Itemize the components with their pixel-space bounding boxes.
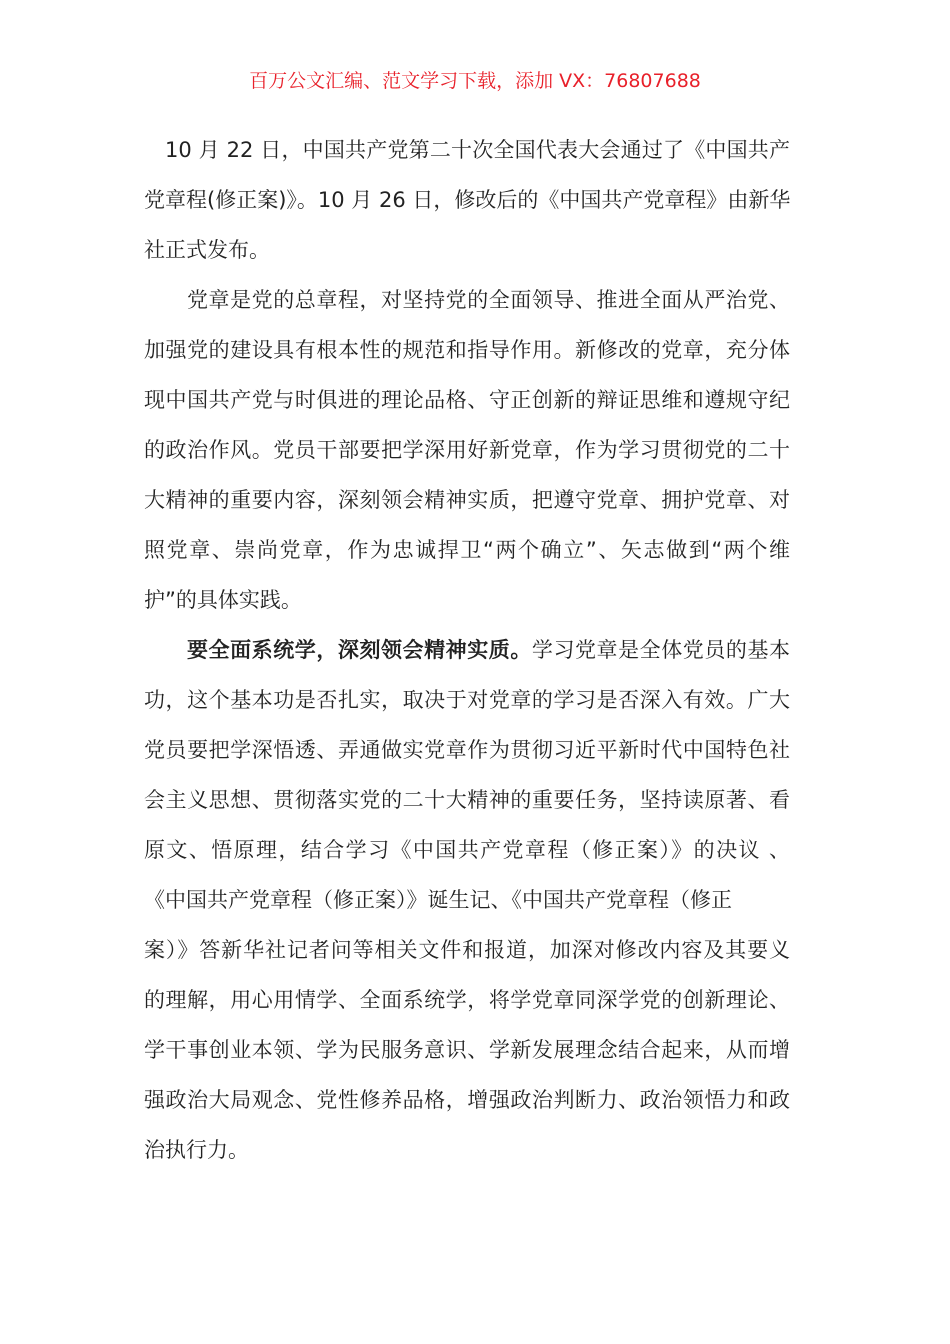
text-line: 护”的具体实践。 (144, 588, 302, 612)
text-line: 原文、悟原理，结合学习《中国共产党章程（修正案）》的决议 、 (144, 838, 790, 862)
watermark-header: 百万公文汇编、范文学习下载，添加 VX：76807688 (249, 70, 701, 92)
text-line: 的理解，用心用情学、全面系统学，将学党章同深学党的创新理论、 (144, 988, 790, 1012)
text-line: 《中国共产党章程（修正案）》诞生记、《中国共产党章程（修正 (144, 888, 732, 912)
text-line: 的政治作风。党员干部要把学深用好新党章，作为学习贯彻党的二十 (144, 438, 790, 462)
text-line: 社正式发布。 (144, 238, 270, 262)
text-line: 学干事创业本领、学为民服务意识、学新发展理念结合起来，从而增 (144, 1038, 790, 1062)
text-line: 强政治大局观念、党性修养品格，增强政治判断力、政治领悟力和政 (144, 1088, 790, 1112)
text-line: 大精神的重要内容，深刻领会精神实质，把遵守党章、拥护党章、对 (144, 488, 790, 512)
text-line: 会主义思想、贯彻落实党的二十大精神的重要任务，坚持读原著、看 (144, 788, 790, 812)
text-line: 党章程(修正案)》。10 月 26 日，修改后的《中国共产党章程》由新华 (144, 188, 791, 212)
document-body (144, 125, 790, 1175)
paragraph-1 (144, 125, 790, 275)
text-line: 加强党的建设具有根本性的规范和指导作用。新修改的党章，充分体 (144, 338, 790, 362)
text-line: 党章是党的总章程，对坚持党的全面领导、推进全面从严治党、 (187, 288, 790, 312)
paragraph-3 (144, 625, 790, 1175)
text-span: 学习党章是全体党员的基本 (531, 638, 791, 662)
text-line: 现中国共产党与时俱进的理论品格、守正创新的辩证思维和遵规守纪 (144, 388, 790, 412)
text-line: 治执行力。 (144, 1138, 249, 1162)
bold-lead: 要全面系统学，深刻领会精神实质。 (187, 638, 532, 662)
text-line (144, 625, 790, 675)
text-line: 案）》答新华社记者问等相关文件和报道，加深对修改内容及其要义 (144, 938, 790, 962)
text-line: 功，这个基本功是否扎实，取决于对党章的学习是否深入有效。广大 (144, 688, 790, 712)
paragraph-2 (144, 275, 790, 625)
text-line: 照党章、崇尚党章，作为忠诚捍卫“两个确立”、矢志做到“两个维 (144, 538, 790, 562)
text-line: 党员要把学深悟透、弄通做实党章作为贯彻习近平新时代中国特色社 (144, 738, 790, 762)
text-line: 10 月 22 日，中国共产党第二十次全国代表大会通过了《中国共产 (165, 138, 790, 162)
